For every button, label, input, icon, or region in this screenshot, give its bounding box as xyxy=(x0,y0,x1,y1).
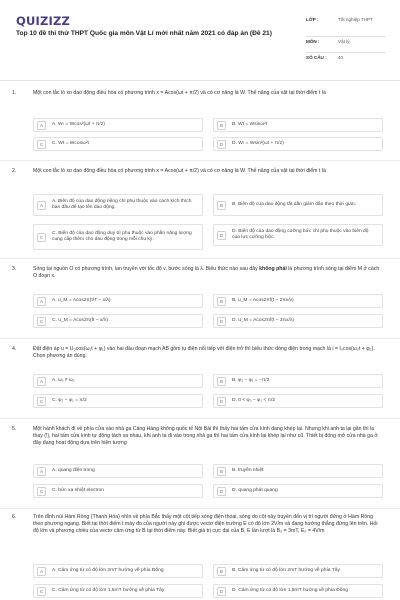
option-c[interactable] xyxy=(33,484,203,498)
option-letter: C xyxy=(37,233,46,242)
option-letter: B xyxy=(217,567,226,576)
option-letter: D xyxy=(217,317,226,326)
option-letter: A xyxy=(37,201,46,210)
meta-row-count xyxy=(306,53,386,67)
question-number: 2. xyxy=(12,168,17,174)
question-text: Một con lắc lò xo dao động điều hòa có phương trình x = Acos(ωt + π/2) và có cơ năng là W. Thế năng của vật tại thời điểm t là xyxy=(33,168,326,174)
option-d[interactable] xyxy=(213,584,383,598)
option-text: B. φ₂ − φ₁ = −π/2 xyxy=(232,378,270,383)
option-b[interactable] xyxy=(213,194,383,216)
option-text: C. bức xạ nhiệt electron xyxy=(52,488,104,493)
question-text: Đặt điện áp u = U₀cos(ω₁t + φ₁) vào hai đầu đoạn mạch AB gồm tụ điện nối tiếp với điện trở thì biểu thức dòng điện trong mạch là i = I₀cos(ω₂t + φ₂). Chọn phương án đúng. xyxy=(33,346,375,360)
question-number: 6. xyxy=(12,514,17,520)
option-text: B. truyền nhiệt xyxy=(232,468,264,473)
question-text-part: Sóng tại nguồn O có phương trình, lan truyền với tốc độ v, bước sóng là λ. Biểu thức nào sau đây xyxy=(33,266,260,272)
option-text: C. u_M = Acos2π(ft − x/λ) xyxy=(52,318,108,323)
option-text: D. Cảm ứng từ có độ lớn 1,5mT hướng về phía Đông xyxy=(232,588,348,593)
option-letter: B xyxy=(217,377,226,386)
option-text: B. Cảm ứng từ có độ lớn 2mT hướng về phía Tây xyxy=(232,568,340,573)
option-letter: A xyxy=(37,467,46,476)
option-d[interactable] xyxy=(213,394,383,408)
question-text-part: là phương trình sóng tại điểm M ở cách O đoạn x. xyxy=(33,266,380,280)
question-number: 5. xyxy=(12,426,17,432)
question-number: 3. xyxy=(12,266,17,272)
option-letter: B xyxy=(217,121,226,130)
question-text xyxy=(33,266,383,280)
option-a[interactable] xyxy=(33,374,203,388)
option-c[interactable] xyxy=(33,314,203,328)
question-text: Một con lắc lò xo dao động điều hòa có phương trình x = Acos(ωt + π/2) và có cơ năng là W. Thế năng của vật tại thời điểm t là xyxy=(33,90,326,96)
option-letter: C xyxy=(37,397,46,406)
option-letter: C xyxy=(37,587,46,596)
option-letter: D xyxy=(217,397,226,406)
question-text: Trên đỉnh núi Hàm Rồng (Thanh Hóa) nhìn về phía Bắc thấy một cột tiếp sóng điện thoại, sóng do cột này truyền đến vị trí người đứng ở Hàm Rồng theo phương ngang. Biết tại thời điểm t máy đo của người này ghi được vectơ điện trường E có độ lớn 2V/m và đang hướng thẳng đứng lên trên. Hỏi độ lớn và phương chiều của vectơ cảm ứng từ B tại thời điểm này. Biết giá trị cực đại của B, E lần lượt là B₀ = 3mT, E₀ = 4V/m xyxy=(33,514,378,534)
option-b[interactable] xyxy=(213,374,383,388)
option-a[interactable] xyxy=(33,564,203,578)
option-text: B. Wt = Wsinω²t xyxy=(232,122,268,127)
option-a[interactable] xyxy=(33,194,203,216)
option-b[interactable] xyxy=(213,118,383,132)
option-letter: A xyxy=(37,377,46,386)
option-a[interactable] xyxy=(33,464,203,478)
question-divider xyxy=(0,160,400,161)
option-letter: D xyxy=(217,231,226,240)
meta-table xyxy=(306,15,386,67)
option-text: C. Biên độ của dao động duy trì phụ thuộc vào phần năng lượng cung cấp thêm cho dao động trong mỗi chu kỳ. xyxy=(52,231,192,242)
question-divider xyxy=(0,418,400,419)
question-divider xyxy=(0,338,400,339)
question-emphasis: không phải xyxy=(259,266,287,272)
option-letter: D xyxy=(217,487,226,496)
option-letter: C xyxy=(37,317,46,326)
option-d[interactable] xyxy=(213,224,383,246)
option-b[interactable] xyxy=(213,464,383,478)
meta-row-class xyxy=(306,15,386,37)
option-b[interactable] xyxy=(213,294,383,308)
question-divider xyxy=(0,258,400,259)
option-text: B. Biên độ của dao động tắt dần giảm dần theo thời gian. xyxy=(232,202,356,208)
meta-value: Tốt nghiệp THPT xyxy=(338,16,373,22)
option-text: A. quang điện trong xyxy=(52,468,95,473)
option-text: C. Wt = Wcosω²t xyxy=(52,141,89,146)
option-text: D. Biên độ của dao động cưỡng bức chỉ phụ thuộc vào biên độ của lực cưỡng bức. xyxy=(232,229,369,240)
page-title: Top 10 đề thi thử THPT Quốc gia môn Vật Lí mới nhất năm 2021 có đáp án (Đề 21) xyxy=(16,30,272,37)
option-c[interactable] xyxy=(33,137,203,151)
option-text: A. Biên độ của dao động riêng chỉ phụ thuộc vào cách kích thích ban đầu để tạo lên dao động. xyxy=(52,199,192,210)
quizizz-logo: QUIZIZZ xyxy=(16,14,71,28)
header-divider xyxy=(0,80,400,81)
option-letter: B xyxy=(217,467,226,476)
question-number: 4. xyxy=(12,346,17,352)
question-text: Một hành khách đi về phía cửa vào nhà ga Cảng Hàng không quốc tế Nội Bài thì thấy hai tấm cửa kính đang khép lại. Nhưng khi anh ta lại gần thì lạ thay (!), hai tấm cửa kính tự động tách xa nhau, khi anh ta đi vào trong nhà ga thì hai tấm cửa kính lại khép lại như cũ. Thiết bị đóng mở cửa nhà ga ở đây đang hoạt động dựa trên hiện tượng xyxy=(33,426,378,447)
meta-key: LỚP : xyxy=(306,16,319,22)
question-number: 1. xyxy=(12,90,17,96)
meta-value: 40 xyxy=(338,54,344,60)
option-letter: D xyxy=(217,140,226,149)
question-divider xyxy=(0,508,400,509)
option-text: D. 0 < φ₂ − φ₁ < π/2 xyxy=(232,398,276,403)
meta-key: MÔN : xyxy=(306,38,320,44)
option-text: A. u_M = Acos2π(t/T − x/λ) xyxy=(52,298,111,303)
option-text: A. Cảm ứng từ có độ lớn 2mT hướng về phía Đông xyxy=(52,568,164,573)
option-letter: C xyxy=(37,487,46,496)
option-letter: D xyxy=(217,587,226,596)
option-c[interactable] xyxy=(33,394,203,408)
option-text: D. Wₜ = Wsin²(ωt + π/2) xyxy=(232,141,284,146)
option-text: C. Cảm ứng từ có độ lớn 1,5mT hướng về phía Tây xyxy=(52,588,165,593)
worksheet-header xyxy=(0,0,400,74)
option-b[interactable] xyxy=(213,564,383,578)
option-c[interactable] xyxy=(33,584,203,598)
option-text: D. quang phát quang xyxy=(232,488,278,493)
option-letter: A xyxy=(37,567,46,576)
option-text: A. ω₁ ≠ ω₂ xyxy=(52,378,75,383)
option-a[interactable] xyxy=(33,118,203,132)
option-letter: B xyxy=(217,297,226,306)
option-c[interactable] xyxy=(33,224,203,250)
option-text: C. φ₂ − φ₁ = π/2 xyxy=(52,398,87,403)
meta-value: Vật lý xyxy=(338,38,350,44)
option-letter: A xyxy=(37,121,46,130)
option-d[interactable] xyxy=(213,314,383,328)
option-d[interactable] xyxy=(213,484,383,498)
option-letter: C xyxy=(37,140,46,149)
option-text: A. Wₜ = Wcos²(ωt + π/2) xyxy=(52,122,105,127)
option-d[interactable] xyxy=(213,137,383,151)
option-text: D. u_M = Acos2πf(t − 2πx/λ) xyxy=(232,318,294,323)
meta-key: SỐ CÂU : xyxy=(306,54,327,60)
option-letter: B xyxy=(217,201,226,210)
meta-row-subject xyxy=(306,37,386,53)
option-letter: A xyxy=(37,297,46,306)
option-a[interactable] xyxy=(33,294,203,308)
option-text: B. u_M = Acos2πf(t − 2πx/v) xyxy=(232,298,294,303)
